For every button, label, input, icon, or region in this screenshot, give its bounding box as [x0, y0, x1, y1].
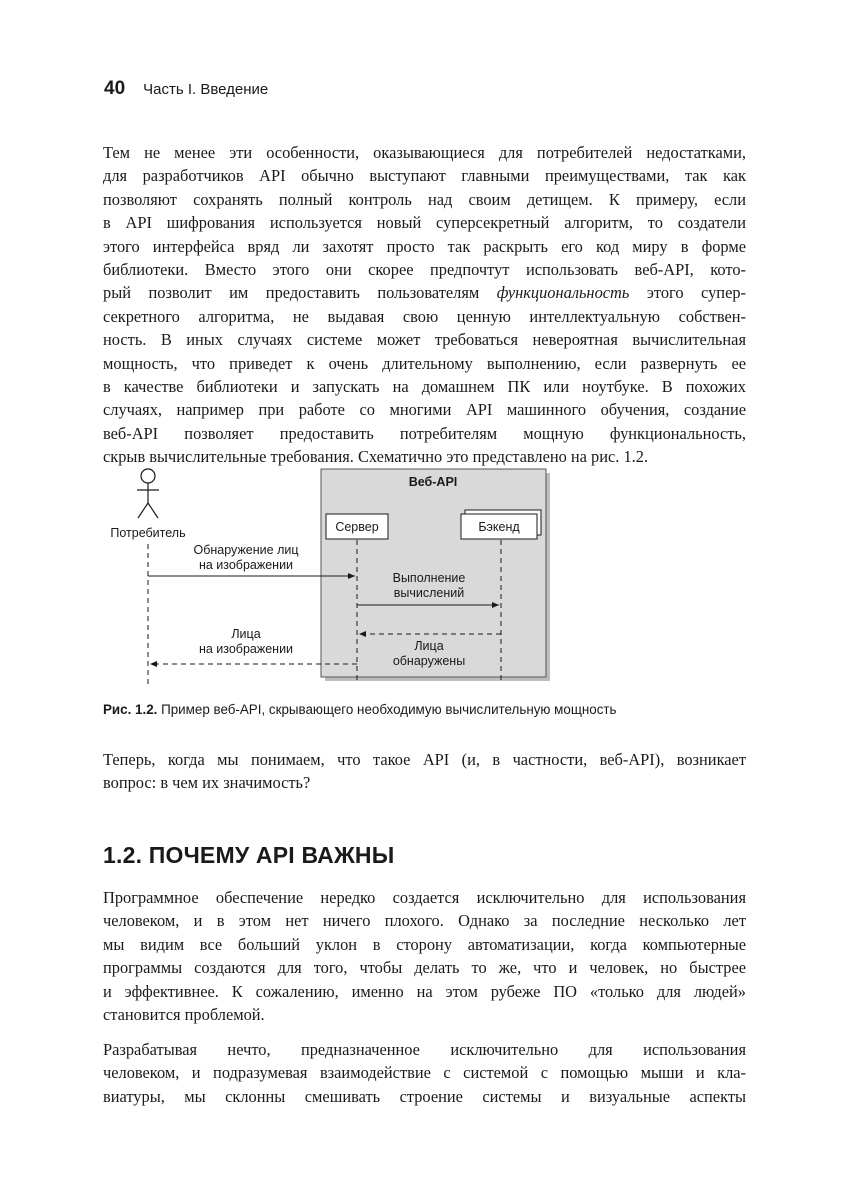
figure-web-api-diagram [96, 462, 566, 692]
text-line: случаях, например при работе со многими API машинного обучения, создание [103, 400, 746, 420]
text-fragment: этого супер- [629, 283, 747, 303]
text-line: в качестве библиотеки и запускать на домашнем ПК или ноутбуке. В похожих [103, 377, 746, 397]
caption-text: Пример веб-API, скрывающего необходимую вычислительную мощность [157, 702, 617, 717]
sequence-diagram [96, 462, 566, 692]
text-line: Разрабатывая нечто, предназначенное исключительно для использования [103, 1040, 746, 1059]
caption-label: Рис. 1.2. [103, 702, 158, 717]
paragraph-1 [103, 141, 746, 469]
text-line: Теперь, когда мы понимаем, что такое API (и, в частности, веб-API), возникает [103, 750, 746, 769]
figure-caption [103, 702, 617, 717]
server-label: Сервер [335, 520, 379, 534]
text-line: мы видим все больший уклон в сторону автоматизации, когда компьютерные [103, 934, 746, 954]
text-line: в API шифрования используется новый суперсекретный алгоритм, то создатели [103, 213, 746, 233]
text-line: и эффективнее. К сожалению, именно на этом рубеже ПО «только для людей» [103, 981, 746, 1001]
message-3-label-line1: Лица [414, 639, 444, 653]
text-line: этого интерфейса вряд ли захотят просто так раскрыть его код миру в форме [103, 236, 746, 256]
running-head: Часть I. Введение [143, 81, 269, 98]
text-line: веб-API позволяет предоставить потребителям мощную функциональность, [103, 423, 746, 443]
paragraph-3 [103, 886, 746, 1026]
text-line: мощность, что приведет к очень длительному выполнению, если развернуть ее [103, 353, 746, 373]
backend-label: Бэкенд [478, 520, 520, 534]
page-header [104, 78, 268, 100]
consumer-label: Потребитель [110, 526, 186, 540]
text-line: Тем не менее эти особенности, оказывающиеся для потребителей недостатками, [103, 143, 746, 162]
text-line: позволяют сохранять полный контроль над своим детищем. К примеру, если [103, 189, 746, 209]
text-line: скрыв вычислительные требования. Схематично это представлено на рис. 1.2. [103, 447, 649, 467]
text-line: человеком, и в этом нет ничего плохого. Однако за последние несколько лет [103, 911, 746, 931]
text-line-with-italic [103, 281, 746, 304]
consumer-actor-icon [137, 469, 159, 518]
text-line: становится проблемой. [103, 1005, 265, 1025]
text-line: ность. В иных случаях системе может требоваться невероятная вычислительная [103, 330, 746, 350]
paragraph-4 [103, 1038, 746, 1108]
message-2-label-line1: Выполнение [392, 571, 466, 585]
text-line: человеком, и подразумевая взаимодействие с системой с помощью мыши и кла- [103, 1063, 746, 1083]
message-1-label-line1: Обнаружение лиц [193, 543, 299, 557]
section-heading: 1.2. ПОЧЕМУ API ВАЖНЫ [103, 842, 395, 868]
text-line: Программное обеспечение нередко создается исключительно для использования [103, 888, 746, 907]
text-line: секретного алгоритма, не выдавая свою ценную интеллектуальную собствен- [103, 306, 746, 326]
text-line: виатуры, мы склонны смешивать строение системы и визуальные аспекты [103, 1086, 746, 1106]
message-3-label-line2: обнаружены [392, 654, 466, 668]
text-line: программы создаются для того, чтобы делать то же, что и человек, но быстрее [103, 958, 746, 978]
message-4-label-line1: Лица [231, 627, 261, 641]
text-line: для разработчиков API обычно выступают главными преимуществами, так как [103, 166, 746, 186]
text-line: библиотеки. Вместо этого они скорее предпочтут использовать веб-API, кото- [103, 260, 746, 280]
text-fragment: рый позволит им предоставить пользователям [103, 283, 497, 303]
message-4-label-line2: на изображении [198, 642, 294, 656]
message-2-label-line2: вычислений [393, 586, 465, 600]
web-api-title: Веб-API [408, 475, 458, 489]
text-line: вопрос: в чем их значимость? [103, 773, 311, 793]
paragraph-2 [103, 748, 746, 795]
italic-term: функциональность [496, 283, 630, 303]
message-1-label-line2: на изображении [198, 558, 294, 572]
page-number: 40 [104, 78, 126, 99]
